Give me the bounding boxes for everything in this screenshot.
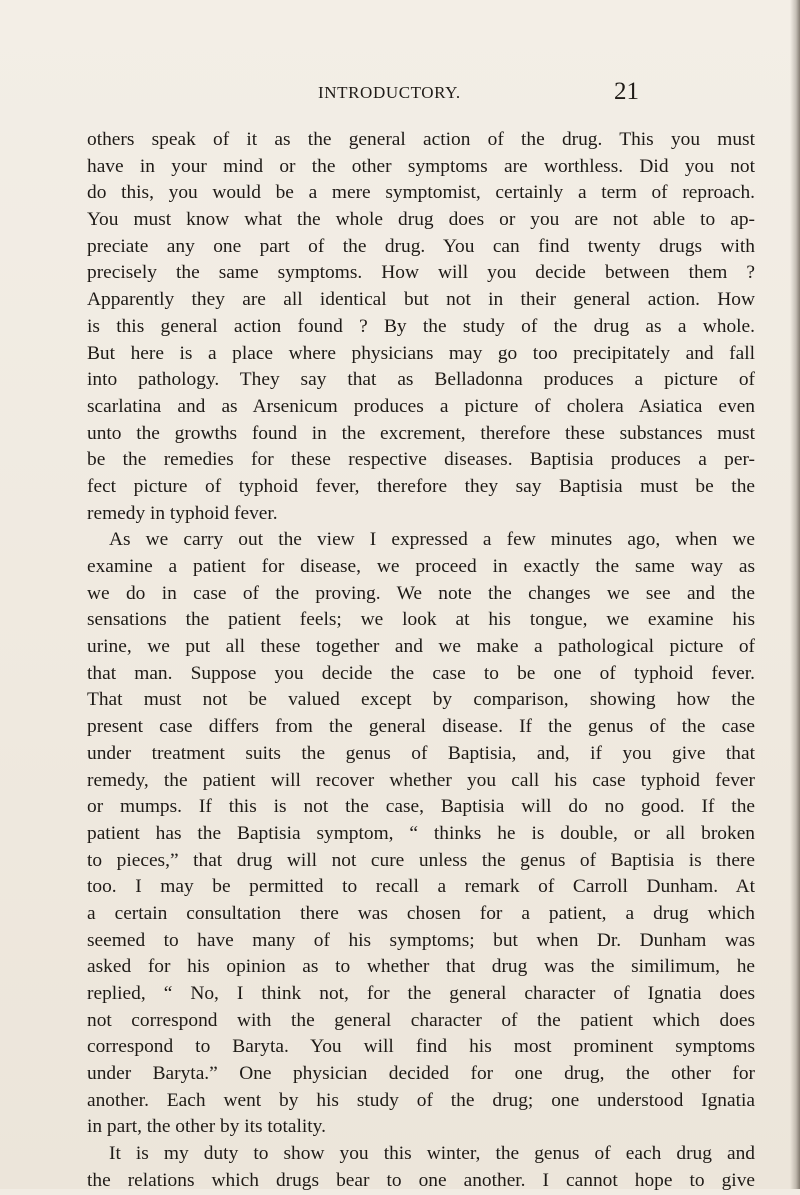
text-line: that man. Suppose you decide the case to be one of typhoid fever. [87,662,755,684]
text-line: another. Each went by his study of the drug; one understood Ignatia [87,1089,755,1111]
text-line: too. I may be permitted to recall a remark of Carroll Dunham. At [87,876,755,898]
text-line: sensations the patient feels; we look at his tongue, we examine his [87,609,755,631]
text-line: seemed to have many of his symptoms; but when Dr. Dunham was [87,929,755,951]
text-line: But here is a place where physicians may go too precipitately and fall [87,342,755,364]
body-text [87,127,755,1195]
text-line: have in your mind or the other symptoms are worthless. Did you not [87,155,755,177]
text-line: be the remedies for these respective diseases. Baptisia produces a per- [87,449,755,471]
text-line: remedy in typhoid fever. [87,502,278,524]
text-line: is this general action found ? By the study of the drug as a whole. [87,315,755,337]
text-line: under treatment suits the genus of Baptisia, and, if you give that [87,742,755,764]
text-line: to pieces,” that drug will not cure unless the genus of Baptisia is there [87,849,755,871]
text-line: or mumps. If this is not the case, Baptisia will do no good. If the [87,796,755,818]
text-line: unto the growths found in the excrement, therefore these substances must [87,422,755,444]
text-line: others speak of it as the general action of the drug. This you must [87,129,755,150]
text-line: preciate any one part of the drug. You can find twenty drugs with [87,235,755,257]
text-line: You must know what the whole drug does or you are not able to ap- [87,209,755,231]
text-line: examine a patient for disease, we proceed in exactly the same way as [87,556,755,577]
text-line: not correspond with the general character of the patient which does [87,1009,755,1031]
text-line: into pathology. They say that as Belladonna produces a picture of [87,369,755,391]
text-line: we do in case of the proving. We note the changes we see and the [87,582,755,604]
page-header [0,78,800,108]
text-line: under Baryta.” One physician decided for one drug, the other for [87,1063,755,1085]
paragraph-start-line: As we carry out the view I expressed a few minutes ago, when we [109,529,755,551]
text-line: fect picture of typhoid fever, therefore they say Baptisia must be the [87,475,755,497]
text-line: scarlatina and as Arsenicum produces a picture of cholera Asiatica even [87,395,755,417]
text-line: precisely the same symptoms. How will you decide between them ? [87,262,755,284]
text-line: present case differs from the general disease. If the genus of the case [87,716,755,738]
text-line: in part, the other by its totality. [87,1116,326,1138]
page-number: 21 [614,78,639,105]
page-edge-shadow [790,0,800,1189]
text-line: Apparently they are all identical but not in their general action. How [87,289,755,311]
running-title: INTRODUCTORY. [318,83,461,102]
text-line: patient has the Baptisia symptom, “ thinks he is double, or all broken [87,822,755,844]
text-line: a certain consultation there was chosen for a patient, a drug which [87,902,755,924]
text-line: do this, you would be a mere symptomist, certainly a term of reproach. [87,182,755,204]
text-line: That must not be valued except by comparison, showing how the [87,689,755,711]
paragraph-start-line: It is my duty to show you this winter, the genus of each drug and [109,1143,755,1165]
text-line: urine, we put all these together and we make a pathological picture of [87,636,755,658]
text-line: remedy, the patient will recover whether you call his case typhoid fever [87,769,755,791]
text-line: asked for his opinion as to whether that drug was the similimum, he [87,956,755,978]
text-line: replied, “ No, I think not, for the general character of Ignatia does [87,983,755,1004]
text-line: correspond to Baryta. You will find his most prominent symptoms [87,1036,755,1058]
text-line: the relations which drugs bear to one another. I cannot hope to give [87,1169,755,1191]
